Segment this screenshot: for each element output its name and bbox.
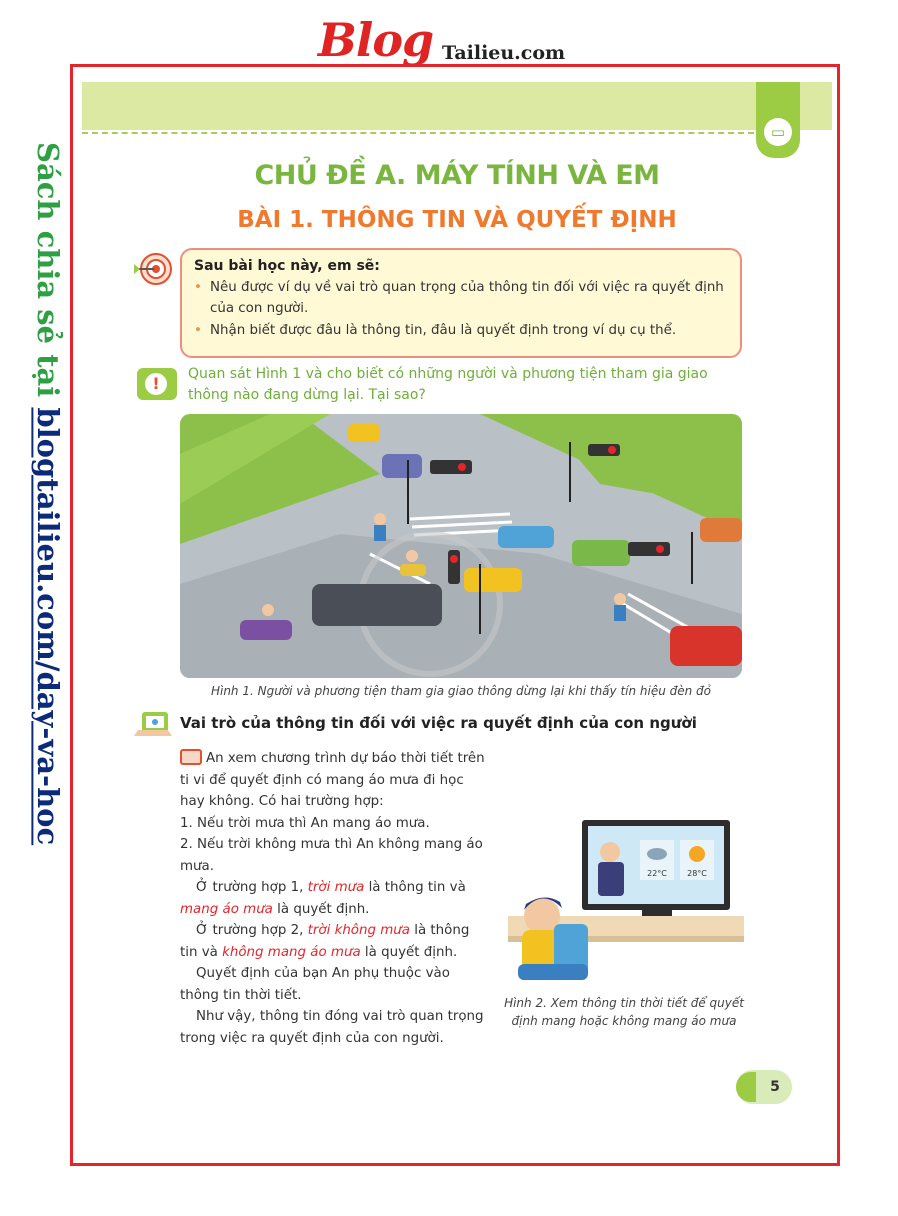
page-number: 5 bbox=[770, 1079, 780, 1095]
case-one-explanation: Ở trường hợp 1, trời mưa là thông tin và mang áo mưa là quyết định. bbox=[180, 880, 466, 917]
temperature-2: 28°C bbox=[687, 869, 707, 878]
lesson-title: BÀI 1. THÔNG TIN VÀ QUYẾT ĐỊNH bbox=[237, 207, 677, 233]
dependency-paragraph: Quyết định của bạn An phụ thuộc vào thông tin thời tiết. bbox=[180, 966, 450, 1003]
reading-icon bbox=[180, 749, 202, 765]
weather-forecast-illustration bbox=[504, 818, 744, 984]
logo-domain: Tailieu.com bbox=[442, 42, 566, 64]
target-icon bbox=[132, 252, 176, 286]
case-two-explanation: Ở trường hợp 2, trời không mưa là thông tin và không mang áo mưa là quyết định. bbox=[180, 923, 470, 960]
objectives-heading: Sau bài học này, em sẽ: bbox=[194, 258, 380, 274]
objective-item: • Nhận biết được đâu là thông tin, đâu là quyết định trong ví dụ cụ thể. bbox=[194, 323, 677, 338]
computer-section-icon bbox=[132, 710, 176, 740]
lesson-body bbox=[180, 748, 486, 1049]
section-title: Vai trò của thông tin đối với việc ra quyết định của con người bbox=[180, 714, 697, 732]
case-two: 2. Nếu trời không mưa thì An không mang áo mưa. bbox=[180, 837, 483, 874]
traffic-intersection-illustration bbox=[180, 414, 742, 678]
temperature-1: 22°C bbox=[647, 869, 667, 878]
intro-paragraph: An xem chương trình dự báo thời tiết trên ti vi để quyết định có mang áo mưa đi học hay không. Có hai trường hợp: bbox=[180, 751, 485, 809]
figure1-caption: Hình 1. Người và phương tiện tham gia giao thông dừng lại khi thấy tín hiệu đèn đỏ bbox=[210, 684, 712, 698]
question-icon: ! bbox=[137, 368, 177, 400]
objective-item: • Nêu được ví dụ về vai trò quan trọng của thông tin đối với việc ra quyết định của con người. bbox=[194, 280, 724, 316]
computer-icon: ▭ bbox=[764, 118, 792, 146]
conclusion-paragraph: Như vậy, thông tin đóng vai trò quan trọng trong việc ra quyết định của con người. bbox=[180, 1009, 484, 1046]
discussion-question: Quan sát Hình 1 và cho biết có những người và phương tiện tham gia giao thông nào đang dừng lại. Tại sao? bbox=[188, 366, 708, 403]
logo-brand: Blog bbox=[318, 13, 434, 67]
side-banner bbox=[28, 142, 68, 902]
learning-objectives-box bbox=[180, 248, 742, 358]
figure2-caption: Hình 2. Xem thông tin thời tiết để quyết định mang hoặc không mang áo mưa bbox=[504, 996, 744, 1028]
chapter-title: CHỦ ĐỀ A. MÁY TÍNH VÀ EM bbox=[254, 160, 660, 191]
header-band bbox=[82, 82, 832, 130]
header-dashed-line bbox=[82, 132, 754, 134]
side-banner-link[interactable]: blogtailieu.com/day-va-hoc bbox=[31, 407, 65, 846]
side-banner-prefix: Sách chia sẻ tại bbox=[31, 142, 65, 408]
case-one: 1. Nếu trời mưa thì An mang áo mưa. bbox=[180, 815, 430, 831]
